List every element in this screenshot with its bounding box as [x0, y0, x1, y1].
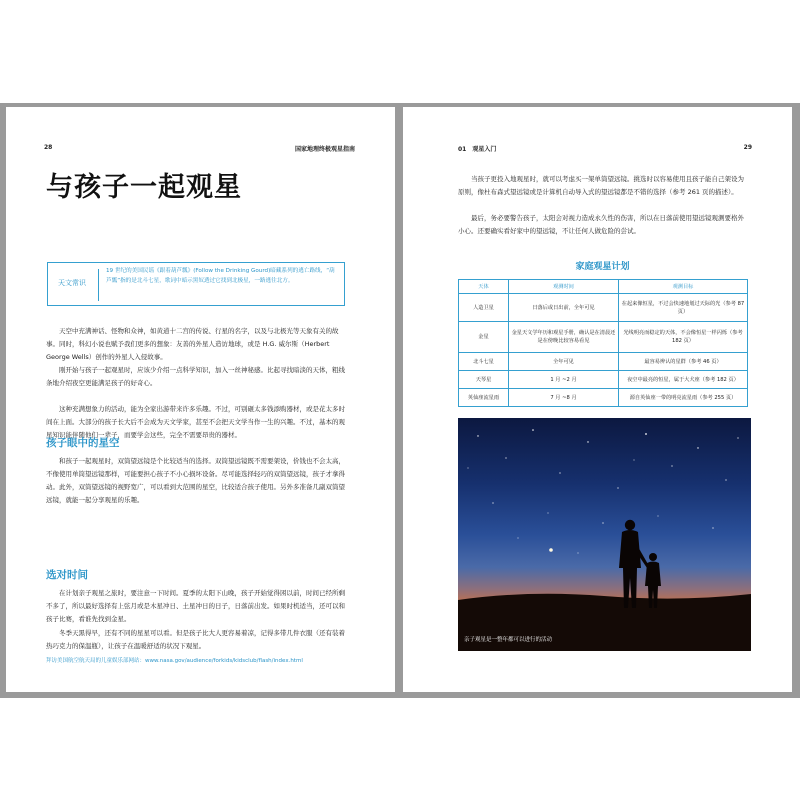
table-cell: 天琴星: [459, 371, 509, 389]
nasa-website-note: 拜访美国航空航天局的儿童娱乐部网站：www.nasa.gov/audience/forkids/kidsclub/flash/index.html: [46, 658, 303, 664]
table-cell: 在起来像恒星，不过会快速地划过天际的光（参考 87 页）: [619, 294, 748, 322]
intro-paragraph-1: 天空中充满神话、怪物和众神，如黄道十二宫的传说、行星的名字，以及与北极光等天象有关的故事。同时，科幻小说也赋予我们更多的想象：友善的外星人造访地球，或是 H.G. 威尔斯（Herbert George Wells）创作的外星人入侵故事。: [46, 327, 339, 361]
section-heading-timing: 选对时间: [46, 569, 88, 581]
table-cell: 7 月 ~8 月: [509, 389, 619, 407]
table-cell: 金星天文学年历和观星手册，确认是在清晨还是在傍晚比较容易看见: [509, 322, 619, 353]
night-sky-silhouette: [458, 418, 751, 651]
astronomy-fact-box: [47, 262, 345, 306]
table-header-row: [459, 280, 748, 294]
fact-box-label: 天文常识: [58, 279, 86, 287]
running-title-right: 01 观星入门: [458, 146, 497, 153]
intro-paragraph-3: 这种充满想象力的活动，能为全家出游带来许多乐趣。不过，可别砸太多钱添购器材，或是花太多时间在上面。大部分的孩子长大后不会成为天文学家，甚至不会把天文学当作一生的兴趣。不过，基本的观星知识能伴随他们一辈子，而要学会这些，完全不需要昂贵的器材。: [46, 405, 345, 439]
table-cell: 金星: [459, 322, 509, 353]
stargazing-photo: [458, 418, 751, 651]
table-cell: 1 月 ~2 月: [509, 371, 619, 389]
stargazing-plan-table: [458, 279, 748, 407]
table-header-cell: 观测目标: [619, 280, 748, 294]
fact-box-divider: [98, 269, 99, 301]
right-paragraph-1: 当孩子更投入地观星时，就可以考虑买一架单筒望远镜。挑选时以容易使用且孩子能自己架设为原则，像杜布森式望远镜或是计算机自动导入式的望远镜都是不错的选择（参考 261 页的描述）。: [458, 175, 744, 196]
photo-caption: 亲子观星是一整年都可以进行的活动: [464, 637, 553, 643]
table-cell: 夜空中最亮的恒星，属于大犬座（参考 182 页）: [619, 371, 748, 389]
section-kids-sky-text: 和孩子一起观星时，双筒望远镜是个比较适当的选择。双筒望远镜既不需要架设，价钱也不会太高，不像使用单筒望远镜那样，可能要担心孩子不小心损坏设备。尽可能选择轻巧的双筒望远镜，孩子才拿得动。此外，双筒望远镜的视野宽广，可以看到大范围的星空，比较适合孩子使用。另外多准备几副双筒望远镜，就能一起分享观星的乐趣。: [46, 457, 345, 504]
intro-paragraph-2: 刚开始与孩子一起观星时，应该少介绍一点科学知识，加入一丝神秘感。比起寻找暗淡的天体，粗线条地介绍夜空更能满足孩子的好奇心。: [46, 366, 345, 387]
page-number-right: 29: [743, 144, 752, 151]
running-title-left: 国家地理终极观星指南: [294, 146, 355, 153]
section-timing-text-2: 冬季天黑得早，还有不同的星星可以看。但是孩子比大人更容易着凉，记得多带几件衣服（还有装着热巧克力的保温瓶），让孩子在温暖舒适的状况下观星。: [46, 629, 345, 650]
table-cell: 最容易辨认的星群（参考 46 页）: [619, 353, 748, 371]
table-row: [459, 322, 748, 353]
table-cell: 北斗七星: [459, 353, 509, 371]
table-cell: 日落后或日出前，全年可见: [509, 294, 619, 322]
table-cell: 英仙座流星雨: [459, 389, 509, 407]
fact-box-text: 19 世纪的美国民谣《跟着葫芦瓢》(Follow the Drinking Gourd)暗藏系列的逃亡路线，“葫芦瓢”指的是北斗七星，歌词中暗示黑奴透过它找到北极星，一路逃往北方。: [106, 268, 335, 284]
section-timing-text-1: 在计划亲子观星之旅时，要注意一下时间。夏季的太阳下山晚，孩子开始觉得困以前，时间已经所剩不多了，所以最好选择有上弦月或是木星冲日、土星冲日的日子，日落前出发。如果时机适当，还可以和孩子比赛，看谁先找到金星。: [46, 589, 345, 623]
people-silhouette: [619, 520, 661, 608]
left-page: [6, 107, 395, 692]
table-header-cell: 天体: [459, 280, 509, 294]
table-row: [459, 389, 748, 407]
table-cell: 全年可见: [509, 353, 619, 371]
right-page: [403, 107, 792, 692]
stars: [468, 429, 739, 553]
table-header-cell: 观测时间: [509, 280, 619, 294]
table-row: [459, 371, 748, 389]
table-row: [459, 294, 748, 322]
table-title: 家庭观星计划: [575, 262, 630, 272]
table-cell: 光线明亮而稳定的天体，不会像恒星一样闪烁（参考 182 页）: [619, 322, 748, 353]
table-cell: 人造卫星: [459, 294, 509, 322]
table-row: [459, 353, 748, 371]
right-paragraph-2: 最后，务必要警告孩子，太阳会对视力造成永久性的伤害，所以在日落前使用望远镜观测要格外小心。还要确实看好家中的望远镜，不让任何人做危险的尝试。: [458, 214, 744, 235]
section-heading-kids-sky: 孩子眼中的星空: [46, 437, 120, 449]
planet-venus: [549, 548, 553, 552]
chapter-title: 与孩子一起观星: [46, 172, 242, 203]
page-number-left: 28: [44, 144, 53, 151]
table-cell: 源自英仙座一带的明亮流星雨（参考 255 页）: [619, 389, 748, 407]
